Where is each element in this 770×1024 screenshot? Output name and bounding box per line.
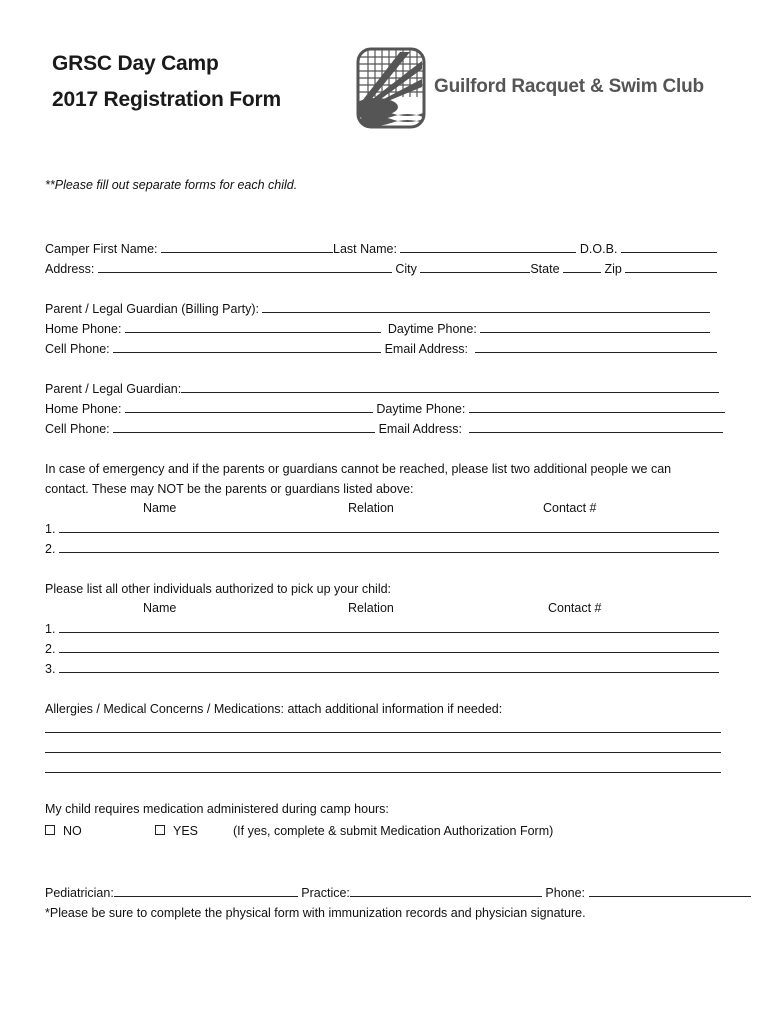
medical-info-field[interactable] [45, 741, 721, 753]
yes-label: YES [173, 824, 199, 838]
guardian2-daytime-phone-field[interactable] [469, 401, 725, 413]
camper-name-row [45, 241, 717, 257]
practice-label: Practice: [301, 886, 350, 900]
guardian1-daytime-phone-label: Daytime Phone: [387, 322, 477, 336]
form-title-line2: 2017 Registration Form [52, 88, 281, 111]
medication-no-option[interactable] [45, 824, 82, 838]
emergency-row-number: 2. [45, 542, 56, 556]
pickup-intro: Please list all other individuals authorized to pick up your child: [45, 582, 392, 596]
guardian2-daytime-phone-label: Daytime Phone: [376, 402, 466, 416]
club-name: Guilford Racquet & Swim Club [434, 76, 704, 97]
practice-field[interactable] [350, 885, 542, 897]
address-label: Address: [45, 262, 95, 276]
guardian2-cell-phone-label: Cell Phone: [45, 422, 110, 436]
emergency-contact-field[interactable] [59, 541, 719, 553]
emergency-row-number: 1. [45, 522, 56, 536]
medical-label: Allergies / Medical Concerns / Medications: attach additional information if needed: [45, 702, 503, 716]
emergency-contact-field[interactable] [59, 521, 719, 533]
guardian2-phone-row [45, 401, 725, 417]
pickup-row-1 [45, 621, 719, 637]
pickup-row-number: 1. [45, 622, 56, 636]
pickup-row-number: 2. [45, 642, 56, 656]
pickup-person-field[interactable] [59, 661, 719, 673]
medication-question: My child requires medication administered during camp hours: [45, 802, 389, 816]
guardian2-home-phone-field[interactable] [125, 401, 373, 413]
zip-label: Zip [604, 262, 622, 276]
state-field[interactable] [563, 261, 601, 273]
camper-address-row [45, 261, 717, 277]
state-label: State [530, 262, 560, 276]
camper-last-name-label: Last Name: [333, 242, 397, 256]
camper-first-name-label: Camper First Name: [45, 242, 158, 256]
guardian1-email-label: Email Address: [384, 342, 468, 356]
guardian1-cell-phone-label: Cell Phone: [45, 342, 110, 356]
guardian2-label: Parent / Legal Guardian: [45, 382, 182, 396]
no-label: NO [63, 824, 82, 838]
guardian1-phone-row [45, 321, 710, 337]
pediatrician-label: Pediatrician: [45, 886, 114, 900]
yes-checkbox[interactable] [155, 825, 165, 835]
camper-last-name-field[interactable] [400, 241, 576, 253]
guardian1-home-phone-label: Home Phone: [45, 322, 122, 336]
form-title-line1: GRSC Day Camp [52, 52, 219, 75]
pickup-col-relation: Relation [348, 601, 394, 615]
pickup-person-field[interactable] [59, 621, 719, 633]
club-logo-icon [356, 47, 426, 129]
zip-field[interactable] [625, 261, 717, 273]
no-checkbox[interactable] [45, 825, 55, 835]
billing-guardian-field[interactable] [262, 301, 710, 313]
emergency-col-name: Name [143, 501, 177, 515]
camper-first-name-field[interactable] [161, 241, 333, 253]
pickup-row-3 [45, 661, 719, 677]
emergency-intro-line2: contact. These may NOT be the parents or guardians listed above: [45, 482, 414, 496]
medication-note: (If yes, complete & submit Medication Authorization Form) [233, 824, 554, 838]
medical-line-1 [45, 721, 721, 737]
pickup-row-2 [45, 641, 719, 657]
emergency-intro-line1: In case of emergency and if the parents or guardians cannot be reached, please list two additional people we can [45, 462, 672, 476]
pickup-row-number: 3. [45, 662, 56, 676]
city-field[interactable] [420, 261, 530, 273]
pickup-person-field[interactable] [59, 641, 719, 653]
pediatrician-field[interactable] [114, 885, 298, 897]
dob-label: D.O.B. [579, 242, 618, 256]
medical-info-field[interactable] [45, 721, 721, 733]
pickup-col-name: Name [143, 601, 177, 615]
guardian2-row [45, 381, 719, 397]
address-field[interactable] [98, 261, 392, 273]
emergency-row-1 [45, 521, 719, 537]
city-label: City [395, 262, 417, 276]
guardian1-cell-row [45, 341, 717, 357]
physician-row [45, 885, 751, 901]
physician-phone-field[interactable] [589, 885, 751, 897]
dob-field[interactable] [621, 241, 717, 253]
billing-guardian-row [45, 301, 710, 317]
guardian1-daytime-phone-field[interactable] [480, 321, 710, 333]
medical-line-2 [45, 741, 721, 757]
guardian2-email-label: Email Address: [378, 422, 462, 436]
billing-guardian-label: Parent / Legal Guardian (Billing Party): [45, 302, 259, 316]
guardian2-field[interactable] [181, 381, 719, 393]
medication-yes-option[interactable] [155, 824, 198, 838]
physical-form-note: *Please be sure to complete the physical form with immunization records and physician signature. [45, 906, 586, 920]
guardian1-cell-phone-field[interactable] [113, 341, 381, 353]
guardian1-home-phone-field[interactable] [125, 321, 381, 333]
medical-info-field[interactable] [45, 761, 721, 773]
guardian2-home-phone-label: Home Phone: [45, 402, 122, 416]
guardian2-cell-row [45, 421, 723, 437]
guardian2-cell-phone-field[interactable] [113, 421, 375, 433]
guardian2-email-field[interactable] [469, 421, 723, 433]
emergency-col-contact: Contact # [543, 501, 597, 515]
phone-label: Phone: [545, 886, 586, 900]
guardian1-email-field[interactable] [475, 341, 717, 353]
emergency-row-2 [45, 541, 719, 557]
separate-forms-note: **Please fill out separate forms for each child. [45, 178, 298, 192]
medical-line-3 [45, 761, 721, 777]
pickup-col-contact: Contact # [548, 601, 602, 615]
emergency-col-relation: Relation [348, 501, 394, 515]
